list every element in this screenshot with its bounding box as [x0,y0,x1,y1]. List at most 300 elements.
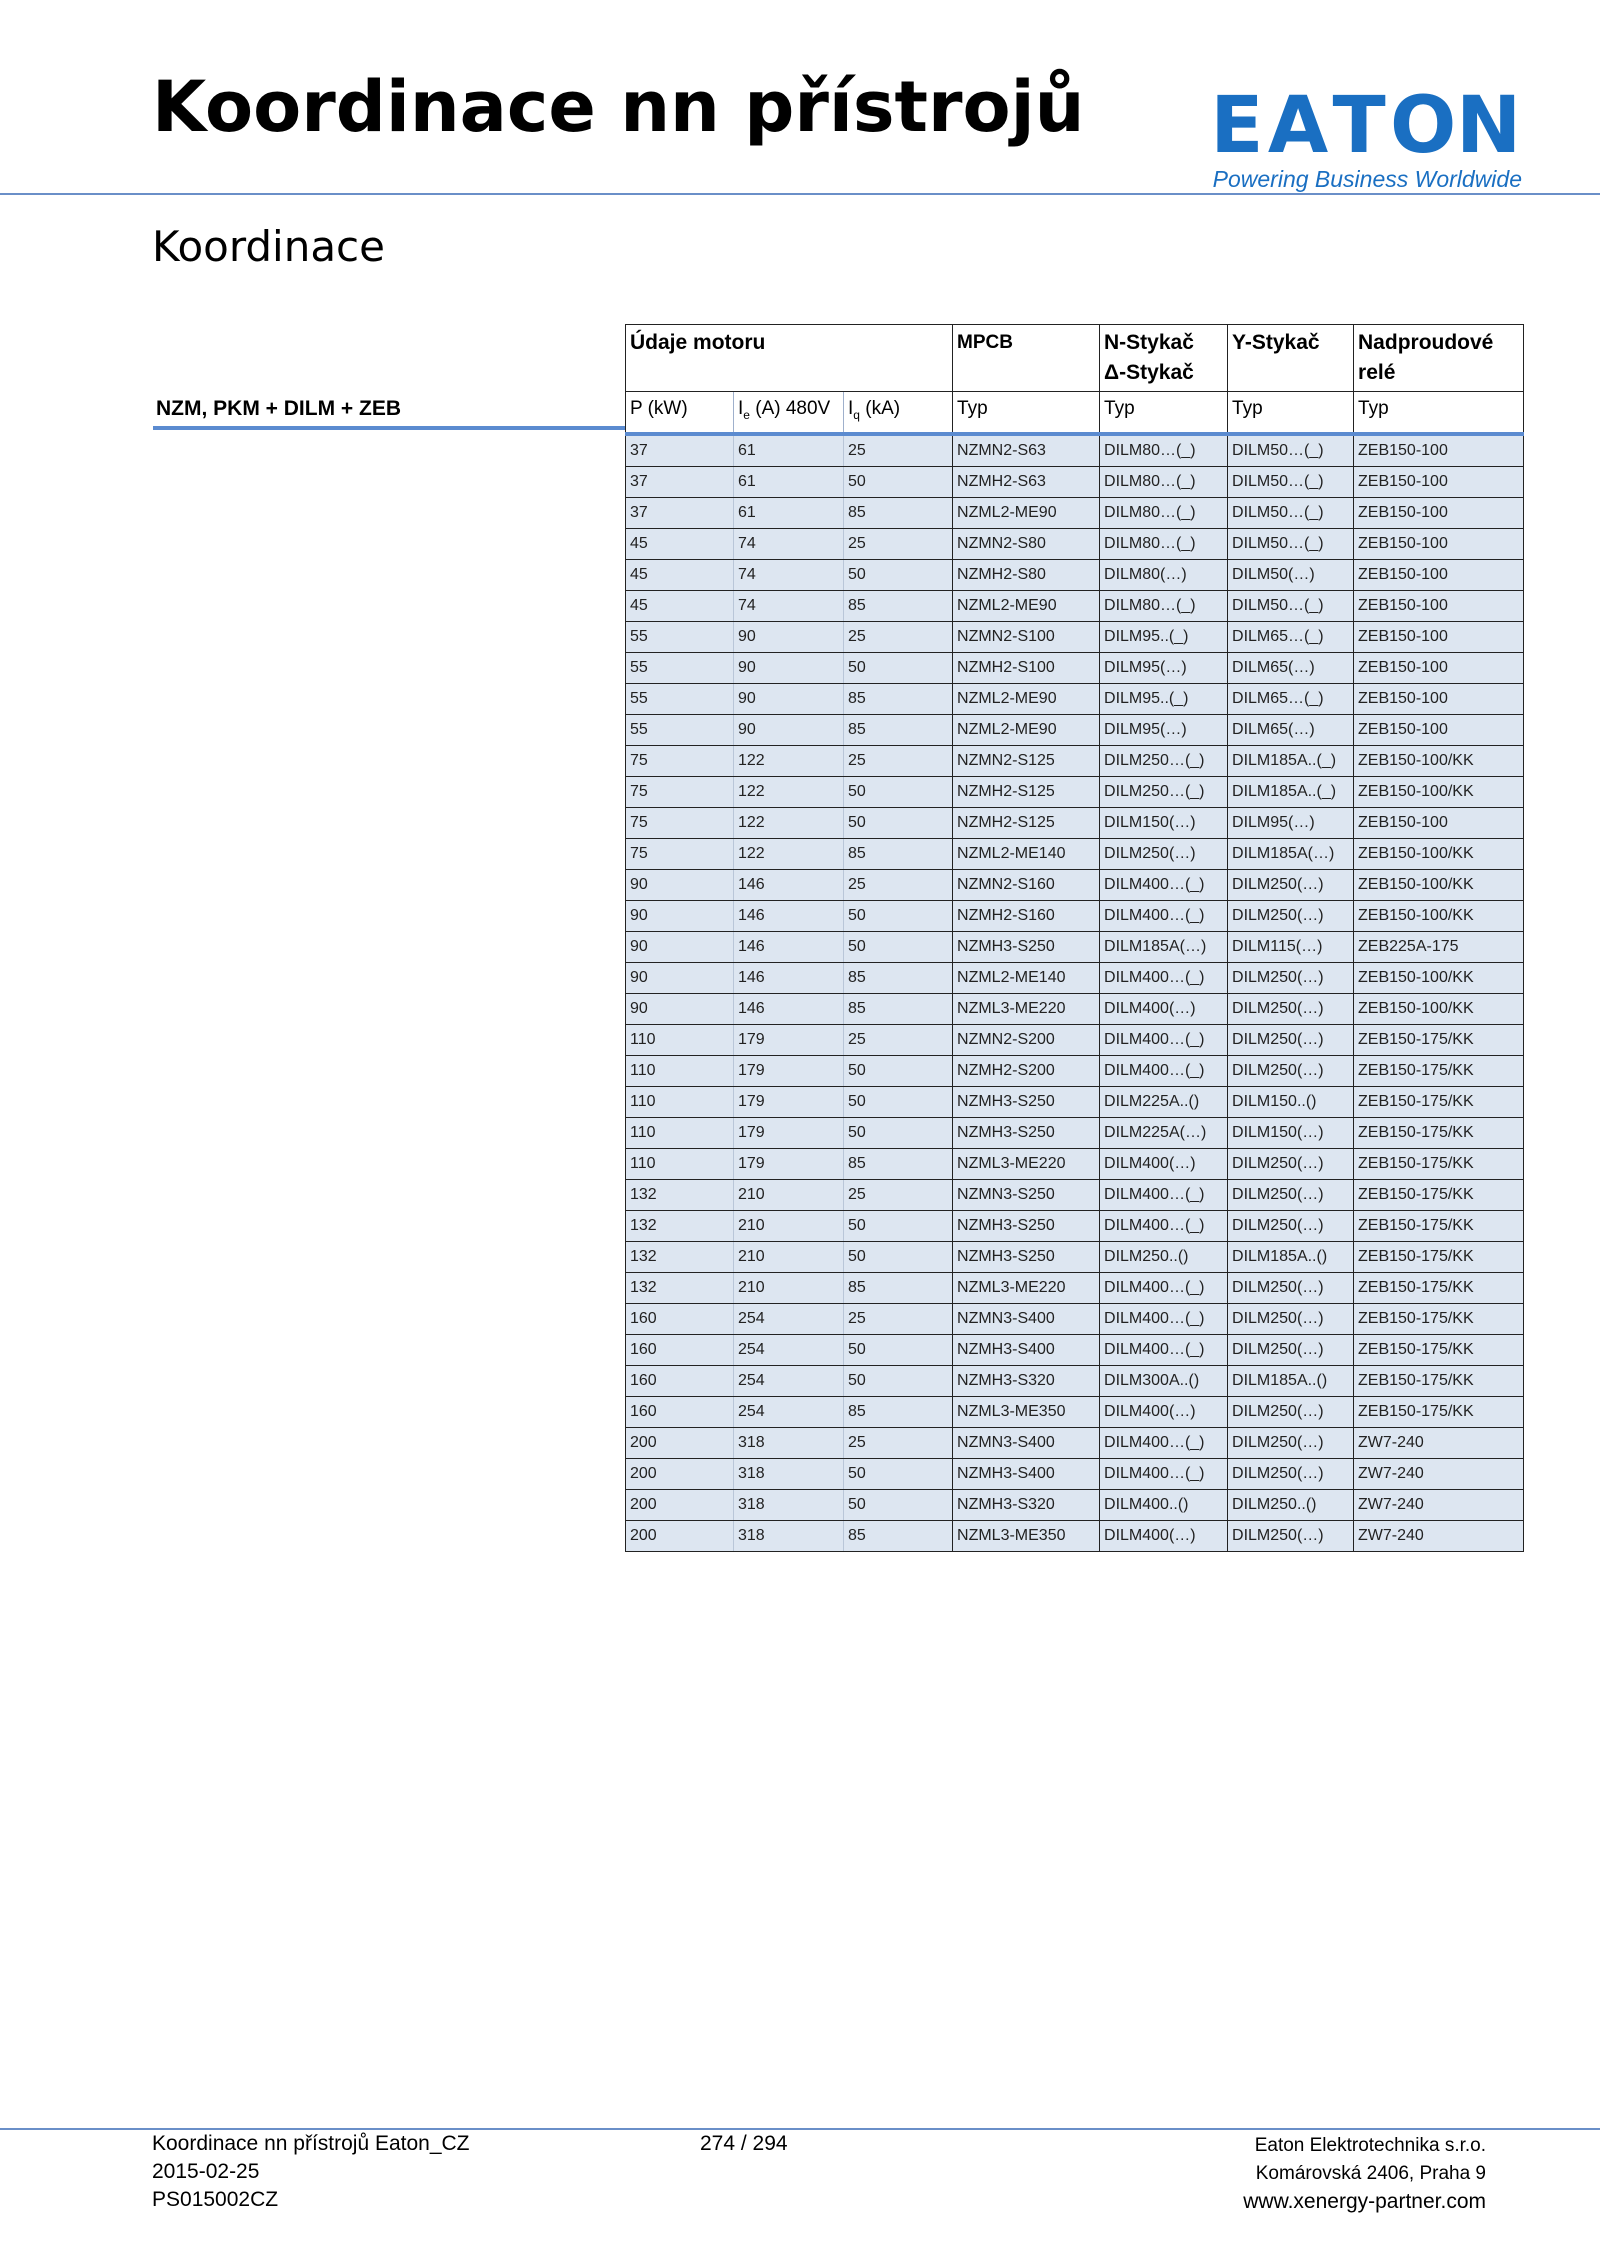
cell-relay-type: ZEB150-100/KK [1354,838,1524,869]
cell-n-contactor-type: DILM150(…) [1100,807,1228,838]
cell-n-contactor-type: DILM400…(_) [1100,1272,1228,1303]
cell-current: 74 [734,590,844,621]
cell-relay-type: ZEB150-100/KK [1354,745,1524,776]
coordination-table [625,324,1524,1552]
cell-short-circuit: 85 [844,1396,953,1427]
cell-relay-type: ZEB150-175/KK [1354,1024,1524,1055]
cell-short-circuit: 50 [844,931,953,962]
cell-y-contactor-type: DILM150(…) [1228,1117,1354,1148]
cell-power: 90 [626,962,734,993]
cell-current: 146 [734,931,844,962]
table-row [626,497,1524,528]
cell-current: 90 [734,683,844,714]
cell-n-contactor-type: DILM400(…) [1100,1396,1228,1427]
logo-letter-o: O [1390,81,1457,171]
cell-current: 61 [734,466,844,497]
cell-power: 90 [626,993,734,1024]
table-row [626,1427,1524,1458]
cell-power: 200 [626,1458,734,1489]
cell-short-circuit: 85 [844,1148,953,1179]
table-row [626,869,1524,900]
cell-mpcb-type: NZML2-ME90 [953,714,1100,745]
footer-page-number: 274 / 294 [700,2132,788,2155]
logo-letter-t: T [1332,81,1386,171]
cell-power: 75 [626,776,734,807]
cell-n-contactor-type: DILM95..(_) [1100,621,1228,652]
cell-current: 90 [734,621,844,652]
cell-n-contactor-type: DILM400…(_) [1100,1210,1228,1241]
cell-short-circuit: 50 [844,900,953,931]
cell-power: 200 [626,1489,734,1520]
cell-mpcb-type: NZMH3-S250 [953,1086,1100,1117]
cell-n-contactor-type: DILM95(…) [1100,652,1228,683]
cell-power: 132 [626,1241,734,1272]
cell-power: 160 [626,1303,734,1334]
cell-relay-type: ZEB150-175/KK [1354,1365,1524,1396]
cell-current: 254 [734,1334,844,1365]
cell-current: 318 [734,1427,844,1458]
footer-date: 2015-02-25 [152,2160,260,2183]
cell-power: 37 [626,497,734,528]
table-row [626,714,1524,745]
table-row [626,776,1524,807]
cell-mpcb-type: NZMH3-S250 [953,1241,1100,1272]
cell-power: 37 [626,466,734,497]
subheader-current-subscript: e [743,407,750,422]
cell-y-contactor-type: DILM250(…) [1228,1303,1354,1334]
cell-relay-type: ZEB150-100 [1354,714,1524,745]
cell-power: 90 [626,900,734,931]
cell-n-contactor-type: DILM300A..() [1100,1365,1228,1396]
cell-mpcb-type: NZML2-ME140 [953,962,1100,993]
cell-relay-type: ZEB150-100 [1354,683,1524,714]
cell-short-circuit: 50 [844,1365,953,1396]
cell-power: 90 [626,869,734,900]
cell-relay-type: ZW7-240 [1354,1520,1524,1551]
subheader-mpcb-type: Typ [953,392,1100,434]
table-row [626,931,1524,962]
cell-y-contactor-type: DILM250(…) [1228,1148,1354,1179]
cell-power: 45 [626,590,734,621]
cell-mpcb-type: NZMH3-S320 [953,1365,1100,1396]
cell-power: 110 [626,1086,734,1117]
cell-y-contactor-type: DILM185A..(_) [1228,776,1354,807]
cell-mpcb-type: NZMH3-S250 [953,1117,1100,1148]
cell-power: 75 [626,838,734,869]
cell-relay-type: ZEB150-175/KK [1354,1210,1524,1241]
cell-mpcb-type: NZMN3-S400 [953,1427,1100,1458]
table-row [626,1334,1524,1365]
cell-power: 55 [626,683,734,714]
cell-short-circuit: 85 [844,1520,953,1551]
table-row [626,900,1524,931]
cell-power: 160 [626,1365,734,1396]
cell-power: 160 [626,1396,734,1427]
cell-n-contactor-type: DILM80…(_) [1100,434,1228,467]
cell-n-contactor-type: DILM80…(_) [1100,590,1228,621]
cell-n-contactor-type: DILM95(…) [1100,714,1228,745]
cell-current: 318 [734,1520,844,1551]
cell-relay-type: ZW7-240 [1354,1458,1524,1489]
cell-current: 179 [734,1148,844,1179]
cell-mpcb-type: NZMN2-S100 [953,621,1100,652]
cell-short-circuit: 25 [844,528,953,559]
cell-relay-type: ZEB150-100 [1354,652,1524,683]
footer-doc-name: Koordinace nn přístrojů Eaton_CZ [152,2132,470,2155]
cell-short-circuit: 50 [844,1210,953,1241]
cell-n-contactor-type: DILM400…(_) [1100,1334,1228,1365]
cell-n-contactor-type: DILM400…(_) [1100,962,1228,993]
cell-y-contactor-type: DILM115(…) [1228,931,1354,962]
cell-short-circuit: 50 [844,1458,953,1489]
cell-short-circuit: 25 [844,1427,953,1458]
cell-y-contactor-type: DILM250(…) [1228,869,1354,900]
cell-current: 318 [734,1489,844,1520]
cell-mpcb-type: NZML3-ME350 [953,1396,1100,1427]
cell-short-circuit: 85 [844,683,953,714]
table-row [626,1117,1524,1148]
cell-y-contactor-type: DILM250(…) [1228,1210,1354,1241]
table-row [626,1210,1524,1241]
cell-short-circuit: 85 [844,1272,953,1303]
cell-current: 74 [734,528,844,559]
cell-y-contactor-type: DILM65(…) [1228,714,1354,745]
cell-n-contactor-type: DILM250..() [1100,1241,1228,1272]
cell-power: 55 [626,621,734,652]
cell-relay-type: ZEB150-100/KK [1354,993,1524,1024]
header-overload-line1: Nadproudové [1358,331,1494,354]
cell-mpcb-type: NZMN2-S80 [953,528,1100,559]
cell-y-contactor-type: DILM65…(_) [1228,683,1354,714]
cell-y-contactor-type: DILM50…(_) [1228,590,1354,621]
cell-power: 55 [626,714,734,745]
table-row [626,745,1524,776]
cell-n-contactor-type: DILM80…(_) [1100,466,1228,497]
cell-relay-type: ZEB150-100/KK [1354,869,1524,900]
table-row [626,1458,1524,1489]
cell-short-circuit: 85 [844,590,953,621]
cell-short-circuit: 50 [844,1086,953,1117]
cell-short-circuit: 25 [844,434,953,467]
cell-power: 160 [626,1334,734,1365]
table-row [626,528,1524,559]
cell-n-contactor-type: DILM225A(…) [1100,1117,1228,1148]
cell-power: 45 [626,528,734,559]
cell-relay-type: ZEB150-100 [1354,590,1524,621]
cell-mpcb-type: NZMN2-S160 [953,869,1100,900]
table-row [626,993,1524,1024]
cell-current: 210 [734,1272,844,1303]
subheader-sc-subscript: q [853,407,860,422]
cell-mpcb-type: NZML2-ME90 [953,683,1100,714]
eaton-logo [1210,81,1522,196]
table-row [626,1520,1524,1551]
cell-relay-type: ZW7-240 [1354,1427,1524,1458]
cell-mpcb-type: NZML3-ME350 [953,1520,1100,1551]
logo-tagline: Powering Business Worldwide [1212,166,1522,192]
cell-current: 210 [734,1210,844,1241]
cell-relay-type: ZEB150-100 [1354,807,1524,838]
cell-current: 254 [734,1365,844,1396]
table-header-row [626,325,1524,392]
cell-y-contactor-type: DILM250..() [1228,1489,1354,1520]
cell-n-contactor-type: DILM95..(_) [1100,683,1228,714]
header-mpcb: MPCB [953,325,1100,392]
subheader-current-symbol: I [738,398,744,419]
cell-mpcb-type: NZML2-ME90 [953,497,1100,528]
cell-current: 122 [734,838,844,869]
cell-current: 122 [734,745,844,776]
cell-short-circuit: 85 [844,993,953,1024]
table-row [626,1303,1524,1334]
header-n-delta-contactor [1100,325,1228,392]
cell-current: 146 [734,962,844,993]
cell-relay-type: ZEB150-175/KK [1354,1334,1524,1365]
cell-short-circuit: 25 [844,1024,953,1055]
header-motor-data: Údaje motoru [626,325,953,392]
table-row [626,838,1524,869]
table-row [626,652,1524,683]
cell-n-contactor-type: DILM400..() [1100,1489,1228,1520]
cell-y-contactor-type: DILM250(…) [1228,1024,1354,1055]
cell-relay-type: ZEB150-175/KK [1354,1117,1524,1148]
subheader-relay-type: Typ [1354,392,1524,434]
cell-relay-type: ZEB150-100 [1354,466,1524,497]
cell-y-contactor-type: DILM50…(_) [1228,497,1354,528]
header-overload-line2: relé [1358,361,1396,384]
header-delta-contactor: Δ-Stykač [1104,361,1194,384]
cell-short-circuit: 50 [844,466,953,497]
cell-n-contactor-type: DILM250…(_) [1100,776,1228,807]
cell-mpcb-type: NZMH2-S80 [953,559,1100,590]
cell-n-contactor-type: DILM250(…) [1100,838,1228,869]
header-n-contactor: N-Stykač [1104,331,1194,354]
cell-short-circuit: 50 [844,1241,953,1272]
cell-n-contactor-type: DILM250…(_) [1100,745,1228,776]
cell-y-contactor-type: DILM50…(_) [1228,528,1354,559]
cell-current: 210 [734,1241,844,1272]
cell-relay-type: ZEB150-100 [1354,528,1524,559]
table-row [626,1179,1524,1210]
cell-y-contactor-type: DILM185A..() [1228,1241,1354,1272]
cell-power: 90 [626,931,734,962]
cell-n-contactor-type: DILM400…(_) [1100,1458,1228,1489]
cell-short-circuit: 85 [844,714,953,745]
row-label-underline [153,426,626,430]
cell-relay-type: ZEB150-175/KK [1354,1241,1524,1272]
table-row [626,434,1524,467]
cell-short-circuit: 50 [844,559,953,590]
table-row [626,683,1524,714]
footer-right [1243,2132,1486,2216]
cell-current: 210 [734,1179,844,1210]
cell-short-circuit: 85 [844,838,953,869]
subheader-n-type: Typ [1100,392,1228,434]
cell-relay-type: ZEB150-175/KK [1354,1179,1524,1210]
eaton-logo-wordmark [1210,81,1522,171]
cell-mpcb-type: NZMH3-S250 [953,931,1100,962]
cell-y-contactor-type: DILM95(…) [1228,807,1354,838]
cell-y-contactor-type: DILM250(…) [1228,993,1354,1024]
cell-power: 132 [626,1179,734,1210]
section-title: Koordinace [152,222,385,271]
cell-power: 55 [626,652,734,683]
cell-current: 90 [734,652,844,683]
cell-power: 110 [626,1117,734,1148]
cell-relay-type: ZEB150-175/KK [1354,1055,1524,1086]
header-overload-relay [1354,325,1524,392]
cell-current: 61 [734,497,844,528]
cell-relay-type: ZEB150-100 [1354,559,1524,590]
cell-mpcb-type: NZMN3-S250 [953,1179,1100,1210]
table-row [626,807,1524,838]
cell-mpcb-type: NZMH2-S200 [953,1055,1100,1086]
cell-short-circuit: 50 [844,1055,953,1086]
cell-y-contactor-type: DILM50…(_) [1228,466,1354,497]
table-row-label: NZM, PKM + DILM + ZEB [156,397,402,420]
cell-current: 74 [734,559,844,590]
header-y-contactor: Y-Stykač [1228,325,1354,392]
cell-power: 45 [626,559,734,590]
cell-y-contactor-type: DILM250(…) [1228,1396,1354,1427]
cell-relay-type: ZEB150-100 [1354,497,1524,528]
cell-n-contactor-type: DILM400…(_) [1100,869,1228,900]
cell-current: 179 [734,1024,844,1055]
table-row [626,590,1524,621]
cell-y-contactor-type: DILM50…(_) [1228,434,1354,467]
cell-n-contactor-type: DILM400(…) [1100,993,1228,1024]
subheader-short-circuit [844,392,953,434]
cell-y-contactor-type: DILM250(…) [1228,1427,1354,1458]
table-row [626,1365,1524,1396]
logo-letter-n: N [1456,81,1522,171]
cell-n-contactor-type: DILM80…(_) [1100,528,1228,559]
cell-current: 179 [734,1117,844,1148]
logo-letter-a: A [1267,81,1329,171]
cell-y-contactor-type: DILM250(…) [1228,1179,1354,1210]
cell-short-circuit: 50 [844,1489,953,1520]
cell-relay-type: ZEB150-175/KK [1354,1086,1524,1117]
page-title: Koordinace nn přístrojů [152,66,1085,148]
cell-y-contactor-type: DILM50(…) [1228,559,1354,590]
footer-code: PS015002CZ [152,2188,279,2211]
cell-mpcb-type: NZMH3-S320 [953,1489,1100,1520]
cell-relay-type: ZEB150-175/KK [1354,1303,1524,1334]
table-row [626,1055,1524,1086]
cell-mpcb-type: NZML3-ME220 [953,993,1100,1024]
table-row [626,1272,1524,1303]
cell-relay-type: ZEB150-100 [1354,434,1524,467]
cell-mpcb-type: NZMN2-S63 [953,434,1100,467]
cell-power: 132 [626,1210,734,1241]
cell-current: 146 [734,900,844,931]
table-row [626,466,1524,497]
table-row [626,1024,1524,1055]
cell-current: 318 [734,1458,844,1489]
cell-power: 37 [626,434,734,467]
cell-n-contactor-type: DILM400…(_) [1100,1055,1228,1086]
cell-mpcb-type: NZML3-ME220 [953,1272,1100,1303]
cell-y-contactor-type: DILM250(…) [1228,900,1354,931]
cell-n-contactor-type: DILM185A(…) [1100,931,1228,962]
subheader-sc-unit: (kA) [859,398,901,419]
cell-current: 254 [734,1303,844,1334]
cell-y-contactor-type: DILM65(…) [1228,652,1354,683]
cell-mpcb-type: NZMH3-S250 [953,1210,1100,1241]
cell-short-circuit: 85 [844,962,953,993]
cell-relay-type: ZEB150-175/KK [1354,1272,1524,1303]
cell-n-contactor-type: DILM400(…) [1100,1520,1228,1551]
cell-relay-type: ZEB225A-175 [1354,931,1524,962]
cell-short-circuit: 25 [844,869,953,900]
header-divider [0,193,1600,195]
cell-relay-type: ZEB150-100/KK [1354,900,1524,931]
cell-y-contactor-type: DILM185A(…) [1228,838,1354,869]
cell-mpcb-type: NZMN2-S200 [953,1024,1100,1055]
cell-short-circuit: 85 [844,497,953,528]
cell-short-circuit: 25 [844,621,953,652]
logo-letter-e: E [1210,81,1264,171]
cell-current: 254 [734,1396,844,1427]
cell-power: 75 [626,807,734,838]
cell-mpcb-type: NZMH3-S400 [953,1458,1100,1489]
cell-short-circuit: 50 [844,807,953,838]
table-row [626,1148,1524,1179]
cell-short-circuit: 50 [844,1117,953,1148]
cell-y-contactor-type: DILM65…(_) [1228,621,1354,652]
cell-current: 122 [734,807,844,838]
cell-n-contactor-type: DILM80(…) [1100,559,1228,590]
cell-n-contactor-type: DILM400…(_) [1100,1179,1228,1210]
footer-left [152,2130,470,2214]
table-row [626,1489,1524,1520]
cell-power: 200 [626,1427,734,1458]
cell-y-contactor-type: DILM250(…) [1228,1055,1354,1086]
cell-short-circuit: 25 [844,1179,953,1210]
cell-y-contactor-type: DILM250(…) [1228,1334,1354,1365]
cell-n-contactor-type: DILM400…(_) [1100,1024,1228,1055]
cell-n-contactor-type: DILM80…(_) [1100,497,1228,528]
table-subheader-row [626,392,1524,434]
cell-n-contactor-type: DILM400…(_) [1100,1427,1228,1458]
cell-short-circuit: 25 [844,745,953,776]
cell-n-contactor-type: DILM400…(_) [1100,900,1228,931]
cell-relay-type: ZEB150-100/KK [1354,962,1524,993]
cell-mpcb-type: NZMN3-S400 [953,1303,1100,1334]
cell-mpcb-type: NZML3-ME220 [953,1148,1100,1179]
footer-address: Komárovská 2406, Praha 9 [1255,2163,1486,2184]
cell-n-contactor-type: DILM400…(_) [1100,1303,1228,1334]
cell-mpcb-type: NZML2-ME90 [953,590,1100,621]
subheader-power: P (kW) [626,392,734,434]
cell-current: 122 [734,776,844,807]
subheader-sc-symbol: I [848,398,854,419]
subheader-current [734,392,844,434]
cell-short-circuit: 25 [844,1303,953,1334]
subheader-y-type: Typ [1228,392,1354,434]
cell-short-circuit: 50 [844,1334,953,1365]
table-row [626,559,1524,590]
table-row [626,962,1524,993]
cell-y-contactor-type: DILM185A..() [1228,1365,1354,1396]
cell-current: 146 [734,993,844,1024]
cell-y-contactor-type: DILM150..() [1228,1086,1354,1117]
footer-company: Eaton Elektrotechnika s.r.o. [1254,2135,1486,2156]
cell-relay-type: ZEB150-175/KK [1354,1148,1524,1179]
cell-power: 110 [626,1055,734,1086]
cell-relay-type: ZEB150-100/KK [1354,776,1524,807]
cell-mpcb-type: NZMH3-S400 [953,1334,1100,1365]
